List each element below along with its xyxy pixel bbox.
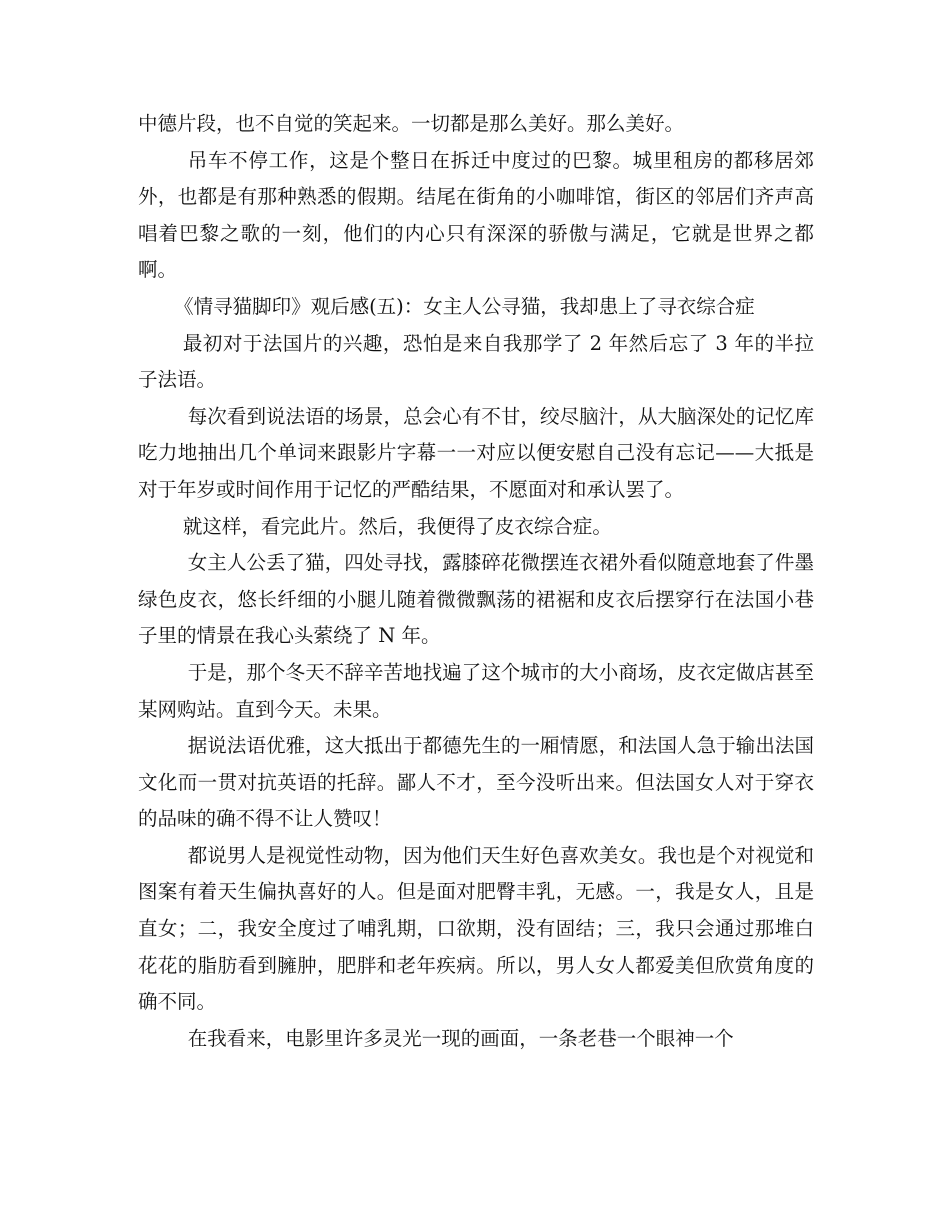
paragraph-5: 就这样，看完此片。然后，我便得了皮衣综合症。 [182,514,612,538]
document-page [138,106,814,1057]
section-heading: 《情寻猫脚印》观后感(五)：女主人公寻猫，我却患上了寻衣综合症 [174,294,755,318]
paragraph-7: 于是，那个冬天不辞辛苦地找遍了这个城市的大小商场，皮衣定做店甚至某网购站。直到今天。未果。 [138,660,814,721]
paragraph-1: 中德片段，也不自觉的笑起来。一切都是那么美好。那么美好。 [138,112,685,135]
paragraph-8: 据说法语优雅，这大抵出于都德先生的一厢情愿，和法国人急于输出法国文化而一贯对抗英语的托辞。鄙人不才，至今没听出来。但法国女人对于穿衣的品味的确不得不让人赞叹！ [138,734,814,831]
paragraph-3: 最初对于法国片的兴趣，恐怕是来自我那学了 2 年然后忘了 3 年的半拉子法语。 [138,331,814,392]
paragraph-4: 每次看到说法语的场景，总会心有不甘，绞尽脑汁，从大脑深处的记忆库吃力地抽出几个单词来跟影片字幕一一对应以便安慰自己没有忘记——大抵是对于年岁或时间作用于记忆的严酷结果，不愿面对和承认罢了。 [138,404,814,501]
paragraph-2: 吊车不停工作，这是个整日在拆迁中度过的巴黎。城里租房的都移居郊外，也都是有那种熟悉的假期。结尾在街角的小咖啡馆，街区的邻居们齐声高唱着巴黎之歌的一刻，他们的内心只有深深的骄傲与满足，它就是世界之都啊。 [138,148,814,282]
paragraph-6: 女主人公丢了猫，四处寻找，露膝碎花微摆连衣裙外看似随意地套了件墨绿色皮衣，悠长纤细的小腿儿随着微微飘荡的裙裾和皮衣后摆穿行在法国小巷子里的情景在我心头萦绕了 N 年。 [138,551,814,648]
paragraph-9: 都说男人是视觉性动物，因为他们天生好色喜欢美女。我也是个对视觉和图案有着天生偏执喜好的人。但是面对肥臀丰乳，无感。一，我是女人，且是直女；二，我安全度过了哺乳期，口欲期，没有固结；三，我只会通过那堆白花花的脂肪看到臃肿，肥胖和老年疾病。所以，男人女人都爱美但欣赏角度的确不同。 [138,843,814,1014]
paragraph-10: 在我看来，电影里许多灵光一现的画面，一条老巷一个眼神一个 [187,1026,734,1050]
